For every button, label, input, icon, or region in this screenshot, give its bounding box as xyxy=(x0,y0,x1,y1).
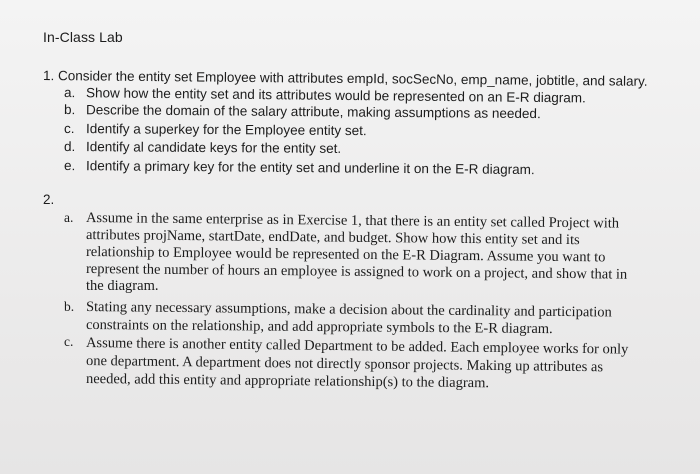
question-1-item-e xyxy=(64,158,535,178)
item-text: Identify a superkey for the Employee entity set. xyxy=(85,121,367,139)
question-2a-line-2: attributes projName, startDate, endDate, and budget. Show how this entity set and its xyxy=(85,227,580,249)
item-label: b. xyxy=(63,102,76,118)
item-text: Describe the domain of the salary attribute, making assumptions as needed. xyxy=(85,102,541,122)
question-2c-line-1: Assume there is another entity called Department to be added. Each employee works for only xyxy=(85,335,629,358)
question-1-item-c xyxy=(64,121,367,139)
page-title: In-Class Lab xyxy=(43,29,123,45)
question-1-text: Consider the entity set Employee with attributes empId, socSecNo, emp_name, jobtitle, and salary. xyxy=(57,68,648,89)
item-label: d. xyxy=(63,139,76,155)
question-2a-line-3: relationship to Employee would be represented on the E-R Diagram. Assume you want to xyxy=(85,244,606,266)
item-text: Identify al candidate keys for the entity set. xyxy=(85,139,342,156)
item-label: c. xyxy=(63,121,75,137)
question-1-number: 1. xyxy=(42,68,55,84)
question-1-item-d xyxy=(64,139,341,157)
question-2b-label: b. xyxy=(64,299,75,314)
question-2c-line-3: needed, add this entity and appropriate relationship(s) to the diagram. xyxy=(85,371,490,392)
question-2b-line-2: constraints on the relationship, and add appropriate symbols to the E-R diagram. xyxy=(85,317,553,338)
question-2c-line-2: one department. A department does not directly sponsor projects. Making up attributes as xyxy=(85,353,604,376)
question-2a-line-1: Assume in the same enterprise as in Exercise 1, that there is an entity set called Project with xyxy=(85,210,620,232)
question-2a-label: a. xyxy=(64,210,74,225)
item-text: Show how the entity set and its attributes would be represented on an E-R diagram. xyxy=(85,85,586,106)
question-2c-label: c. xyxy=(64,334,74,349)
question-2a-line-4: represent the number of hours an employee is assigned to work on a project, and show that in xyxy=(85,261,628,283)
question-2a-line-5: the diagram. xyxy=(86,278,159,294)
item-label: a. xyxy=(63,85,76,101)
item-text: Identify a primary key for the entity set and underline it on the E-R diagram. xyxy=(85,158,535,178)
question-1-item-b xyxy=(64,102,541,122)
item-label: e. xyxy=(63,158,76,174)
question-2-number: 2. xyxy=(43,192,55,207)
question-2b-line-1: Stating any necessary assumptions, make a decision about the cardinality and participation xyxy=(85,299,612,321)
